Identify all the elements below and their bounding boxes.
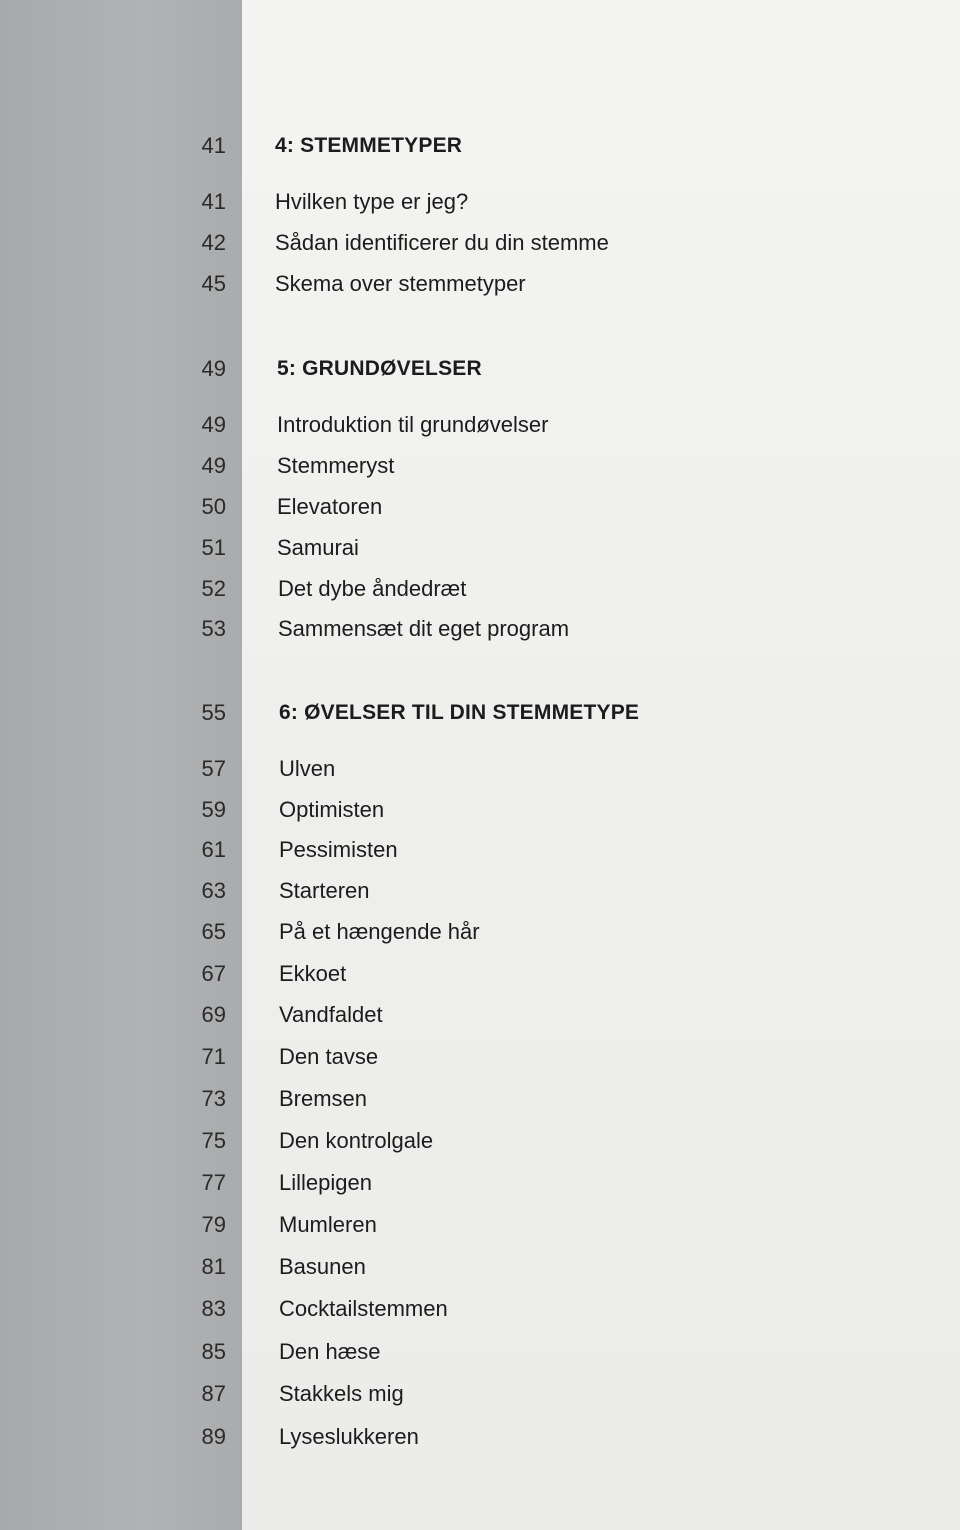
- toc-page-number: 69: [201, 1002, 226, 1027]
- toc-entry-title: Sådan identificerer du din stemme: [275, 230, 609, 255]
- toc-entry-title: Lyseslukkeren: [279, 1424, 419, 1449]
- toc-page-number: 53: [201, 616, 226, 641]
- toc-entry-title: Den kontrolgale: [279, 1128, 434, 1153]
- toc-heading-stemmetyper: [0, 128, 960, 164]
- toc-heading-grundovelser: [0, 351, 960, 387]
- toc-entry-title: Optimisten: [279, 797, 385, 822]
- toc-entry: [0, 1165, 960, 1201]
- toc-page-number: 75: [201, 1128, 226, 1153]
- toc-entry: [0, 1291, 960, 1327]
- toc-page-number: 77: [201, 1170, 226, 1195]
- toc-entry-title: Bremsen: [279, 1086, 368, 1111]
- toc-entry-title: Den hæse: [279, 1339, 381, 1364]
- toc-entry-title: Cocktailstemmen: [279, 1296, 448, 1321]
- toc-entry: [0, 832, 960, 868]
- toc-entry: [0, 997, 960, 1033]
- toc-entry: [0, 1123, 960, 1159]
- toc-page-number: 49: [201, 412, 226, 437]
- toc-page-number: 45: [201, 271, 226, 296]
- toc-page-number: 52: [201, 576, 226, 601]
- toc-entry-title: Introduktion til grundøvelser: [277, 412, 549, 437]
- toc-page-number: 51: [201, 535, 226, 560]
- toc-page-number: 73: [201, 1086, 226, 1111]
- toc-page-number: 89: [201, 1424, 226, 1449]
- toc-entry-title: Mumleren: [279, 1212, 377, 1237]
- toc-entry: [0, 489, 960, 525]
- toc-entry: [0, 184, 960, 220]
- toc-entry-title: Sammensæt dit eget program: [278, 616, 570, 641]
- toc-page-number: 49: [201, 453, 226, 478]
- toc-page-number: 61: [201, 837, 226, 862]
- toc-page-number: 49: [201, 356, 226, 381]
- toc-page-number: 57: [201, 756, 226, 781]
- toc-entry-title: Det dybe åndedræt: [278, 576, 467, 601]
- toc-entry: [0, 530, 960, 566]
- toc-entry-title: Den tavse: [279, 1044, 379, 1069]
- toc-entry: [0, 873, 960, 909]
- toc-page-number: 59: [201, 797, 226, 822]
- toc-page-number: 50: [201, 494, 226, 519]
- toc-section-title: 4: STEMMETYPER: [275, 134, 463, 157]
- toc-entry: [0, 571, 960, 607]
- toc-entry-title: På et hængende hår: [279, 919, 480, 944]
- toc-page-number: 71: [201, 1044, 226, 1069]
- toc-entry: [0, 956, 960, 992]
- toc-entry: [0, 1081, 960, 1117]
- toc-entry-title: Skema over stemmetyper: [275, 271, 526, 296]
- toc-entry: [0, 914, 960, 950]
- toc-entry: [0, 1334, 960, 1370]
- toc-entry: [0, 266, 960, 302]
- toc-heading-ovelser: [0, 695, 960, 731]
- toc-page-number: 83: [201, 1296, 226, 1321]
- toc-entry: [0, 751, 960, 787]
- toc-entry-title: Vandfaldet: [279, 1002, 383, 1027]
- toc-page-number: 79: [201, 1212, 226, 1237]
- toc-page-number: 85: [201, 1339, 226, 1364]
- toc-page-number: 41: [201, 133, 226, 158]
- toc-page-number: 87: [201, 1381, 226, 1406]
- toc-entry: [0, 1376, 960, 1412]
- toc-page-number: 55: [201, 700, 226, 725]
- toc-entry-title: Basunen: [279, 1254, 366, 1279]
- toc-entry: [0, 1419, 960, 1455]
- toc-section-title: 5: GRUNDØVELSER: [277, 357, 482, 380]
- toc-entry-title: Ulven: [279, 756, 336, 781]
- toc-entry: [0, 1039, 960, 1075]
- toc-entry: [0, 1207, 960, 1243]
- toc-entry: [0, 792, 960, 828]
- toc-section-title: 6: ØVELSER TIL DIN STEMMETYPE: [279, 701, 640, 724]
- toc-page-number: 81: [201, 1254, 226, 1279]
- toc-page-number: 63: [201, 878, 226, 903]
- toc-entry: [0, 407, 960, 443]
- toc-entry-title: Starteren: [279, 878, 370, 903]
- toc-entry-title: Elevatoren: [277, 494, 383, 519]
- toc-entry-title: Hvilken type er jeg?: [275, 189, 469, 214]
- toc-page-number: 65: [201, 919, 226, 944]
- toc-entry-title: Ekkoet: [279, 961, 347, 986]
- toc-entry: [0, 1249, 960, 1285]
- toc-entry-title: Lillepigen: [279, 1170, 372, 1195]
- toc-entry-title: Pessimisten: [279, 837, 398, 862]
- toc-page-number: 42: [201, 230, 226, 255]
- toc-entry-title: Stakkels mig: [279, 1381, 404, 1406]
- toc-entry-title: Stemmeryst: [277, 453, 395, 478]
- toc-page-number: 67: [201, 961, 226, 986]
- toc-entry: [0, 448, 960, 484]
- toc-entry-title: Samurai: [277, 535, 359, 560]
- toc-entry: [0, 225, 960, 261]
- toc-entry: [0, 611, 960, 647]
- toc-page-number: 41: [201, 189, 226, 214]
